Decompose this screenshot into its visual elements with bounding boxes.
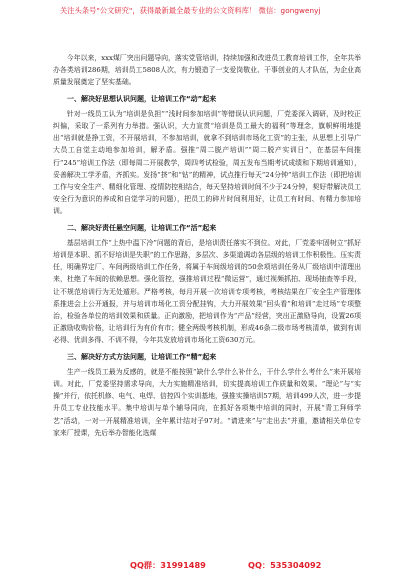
section-2-paragraph: 基层培训工作“上热中温下冷”问题的背后，是培训责任落实不到位。对此，厂党委牢固树立“抓好培训是本职、抓不好培训是失职”的工作思路，多层次、多渠道调动各层级的培训工作积极性。压实责任，明确界定厂、车间两级培训工作任务，将属于车间级培训的50余项培训任务从厂级培训中清理出来，杜绝了车间的依赖思想。强化管控，强推培训过程“微运营”，通过视频抓拍、现场抽查等手段，让不规范培训行为无处遁形。严格考核，每月开展一次培训专项考核，考核结果在厂安全生产管理体系推进会上公开通报，并与培训市场化工资分配挂钩，大力开展效果“回头看”和培训“走过场”专项整治，检验各单位的培训效果和质量。正向激励，把培训作为“产品”经营，突出正激励导向，设置26项正激励收购价格，让培训行为有价有市；健全两级考核机制，形成46条二级市场考核清单，做到有训必得、优训多得、不训不得，今年共发放培训市场化工资630万元。 [53,238,361,345]
qq-group-text: QQ群：31991489 [130,560,206,570]
section-1-paragraph: 针对一线员工认为“培训是负担”“浅时间参加培训”等错误认识问题，厂党委深入调研，及时校正纠偏，采取了一系列有力举措。强认识，大力宣贯“培训是员工最大的福利”等理念，旗帜鲜明地提出“培训就是挣工资，不开展培训，不参加培训，就拿不到培训市场化工资”的主张，从思想上引导广大员工自觉主动地参加培训，解矛盾。强推“周二脱产培训”“周二脱产实训日”，在基层车间推行“245”培训工作法（即每周二开展教学，周四考试检验，周五发布当期考试成绩和下期培训通知），妥善解决工学矛盾，齐抓实。发扬“挤”和“钻”的精神，试点推行每天“24分钟”培训工作法（即把培训工作与安全生产、精细化管理、疫情防控相结合，每天坚持培训时间不少于24分钟，契好带解决员工安全行为意识的养成和自觉学习的问题），把员工的碎片时间利用好，让员工有时间、有精力参加培训。 [53,109,361,216]
section-heading-2: 二、解决好责任悬空问题，让培训工作“活”起来 [67,223,217,232]
qq-number-text: QQ：535304092 [248,560,322,570]
section-heading-1: 一、解决好思想认识问题，让培训工作“动”起来 [67,94,217,103]
header-banner [0,0,408,38]
footer-contact [0,560,408,576]
section-3-paragraph: 生产一线员工最为反感的，就是不能按照“缺什么学什么补什么，干什么学什么考什么”来开展培训。对此，厂党委坚持需求导向，大力实施精准培训，切实提高培训工作质量和效果。“理论”与“实操”并行，依托机修、电气、电焊、信控四个实训基地，强推实操培训57期，培训499人次，进一步提升员工专业技能水平。集中培训与单个辅导同向，在抓好各项集中培训的同时，开展“青工拜师学艺”活动，一对一开展精准培训，全年累计结对子97对。“请进来”与“走出去”并重，邀请相关单位专家来厂授课，先后举办智能化选煤 [53,367,361,437]
document-body [53,52,361,439]
section-heading-3: 三、解决好方式方法问题，让培训工作“精”起来 [67,352,217,361]
banner-text: 关注头条号"公文研究"，获得最新最全最专业的公文资料库！ 微信：gongwenyj [60,6,321,15]
intro-paragraph: 今年以来，xxx煤厂突出问题导向，落实党管培训，持续加强和改进员工教育培训工作，全年共举办各类培训286期，培训员工5808人次，有力锻造了一支爱岗敬业、干事创业的人才队伍，为企业高质量发展奠定了坚实基础。 [53,54,361,87]
